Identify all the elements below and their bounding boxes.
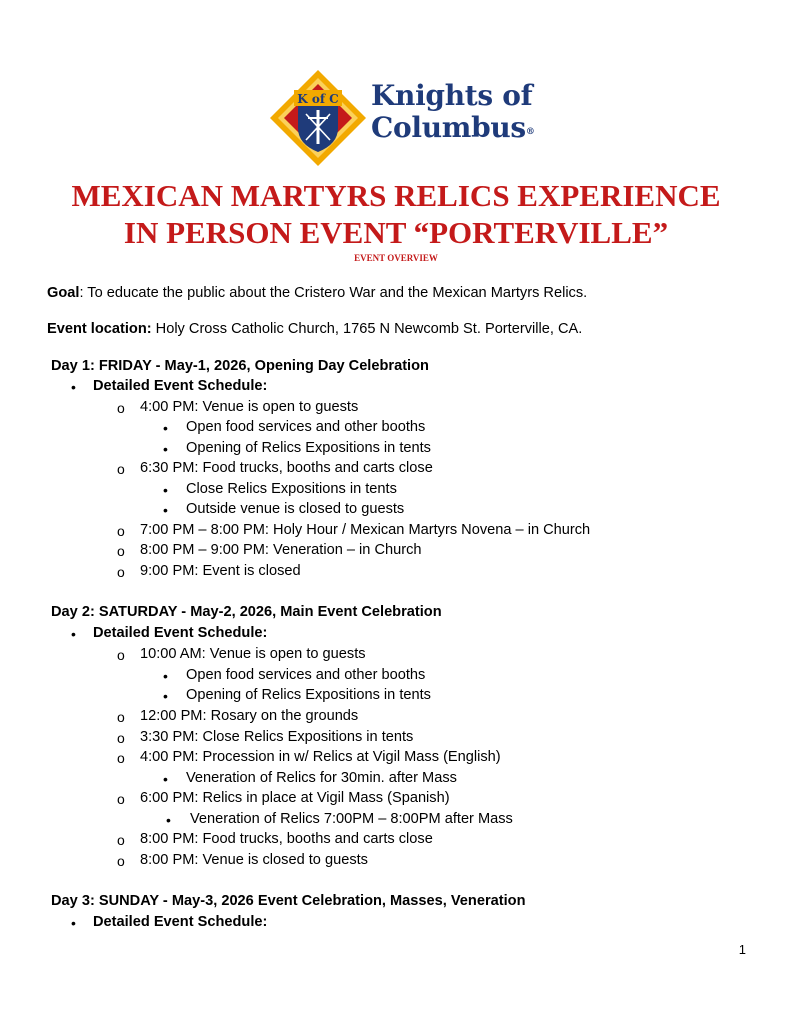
- day3-heading: Day 3: SUNDAY - May-3, 2026 Event Celebration, Masses, Veneration: [51, 893, 526, 909]
- circle-bullet-icon: o: [117, 730, 125, 746]
- kofc-emblem-icon: [268, 68, 368, 168]
- day2-item: 4:00 PM: Procession in w/ Relics at Vigil Mass (English): [140, 749, 501, 765]
- goal-text: : To educate the public about the Cristero War and the Mexican Martyrs Relics.: [79, 285, 588, 301]
- circle-bullet-icon: o: [117, 564, 125, 580]
- day2-item: Veneration of Relics for 30min. after Mass: [186, 770, 457, 786]
- bullet-icon: •: [71, 626, 76, 642]
- circle-bullet-icon: o: [117, 523, 125, 539]
- logo-line-1: Knights of: [371, 79, 533, 112]
- event-overview-label: EVENT OVERVIEW: [354, 253, 438, 263]
- registered-mark: ®: [525, 127, 535, 137]
- day2-item: Veneration of Relics 7:00PM – 8:00PM after Mass: [190, 811, 513, 827]
- circle-bullet-icon: o: [117, 853, 125, 869]
- day1-item: 8:00 PM – 9:00 PM: Veneration – in Church: [140, 542, 422, 558]
- bullet-icon: •: [163, 771, 168, 787]
- day2-item: 8:00 PM: Venue is closed to guests: [140, 852, 368, 868]
- day2-heading: Day 2: SATURDAY - May-2, 2026, Main Event Celebration: [51, 604, 442, 620]
- logo-line-2: Columbus: [371, 111, 526, 144]
- day1-item: 6:30 PM: Food trucks, booths and carts close: [140, 460, 433, 476]
- day2-item: 3:30 PM: Close Relics Expositions in tents: [140, 729, 414, 745]
- bullet-icon: •: [163, 502, 168, 518]
- day1-item: 7:00 PM – 8:00 PM: Holy Hour / Mexican Martyrs Novena – in Church: [140, 522, 591, 538]
- page-number: 1: [738, 942, 746, 957]
- day2-item: Open food services and other booths: [186, 667, 426, 683]
- day1-item: Open food services and other booths: [186, 419, 426, 435]
- location-line: [47, 320, 582, 338]
- day1-item: Outside venue is closed to guests: [186, 501, 405, 517]
- circle-bullet-icon: o: [117, 709, 125, 725]
- day1-heading: Day 1: FRIDAY - May-1, 2026, Opening Day Celebration: [51, 358, 429, 374]
- day2-item: 12:00 PM: Rosary on the grounds: [140, 708, 359, 724]
- bullet-icon: •: [163, 441, 168, 457]
- day1-item: Opening of Relics Expositions in tents: [186, 440, 431, 456]
- svg-text:K of C: K of C: [297, 92, 339, 106]
- circle-bullet-icon: o: [117, 832, 125, 848]
- day2-item: 6:00 PM: Relics in place at Vigil Mass (Spanish): [140, 790, 450, 806]
- title-line-1: MEXICAN MARTYRS RELICS EXPERIENCE: [71, 178, 721, 213]
- day3-schedule-label: Detailed Event Schedule:: [93, 914, 268, 930]
- day1-item: 4:00 PM: Venue is open to guests: [140, 399, 359, 415]
- logo-wordmark: [371, 80, 535, 144]
- bullet-icon: •: [163, 668, 168, 684]
- goal-line: [47, 284, 587, 302]
- bullet-icon: •: [71, 915, 76, 931]
- day1-item: 9:00 PM: Event is closed: [140, 563, 301, 579]
- day2-item: 8:00 PM: Food trucks, booths and carts close: [140, 831, 433, 847]
- bullet-icon: •: [71, 379, 76, 395]
- circle-bullet-icon: o: [117, 647, 125, 663]
- bullet-icon: •: [166, 812, 171, 828]
- goal-label: Goal: [47, 285, 80, 301]
- circle-bullet-icon: o: [117, 400, 125, 416]
- day1-item: Close Relics Expositions in tents: [186, 481, 397, 497]
- location-label: Event location:: [47, 321, 152, 337]
- circle-bullet-icon: o: [117, 543, 125, 559]
- circle-bullet-icon: o: [117, 461, 125, 477]
- day1-schedule-label: Detailed Event Schedule:: [93, 378, 268, 394]
- day2-schedule-label: Detailed Event Schedule:: [93, 625, 268, 641]
- location-text: Holy Cross Catholic Church, 1765 N Newcomb St. Porterville, CA.: [151, 321, 583, 337]
- bullet-icon: •: [163, 420, 168, 436]
- bullet-icon: •: [163, 482, 168, 498]
- circle-bullet-icon: o: [117, 750, 125, 766]
- knights-of-columbus-logo: [268, 68, 538, 168]
- bullet-icon: •: [163, 688, 168, 704]
- circle-bullet-icon: o: [117, 791, 125, 807]
- day2-item: Opening of Relics Expositions in tents: [186, 687, 431, 703]
- title-line-2: IN PERSON EVENT “PORTERVILLE”: [123, 215, 669, 250]
- day2-item: 10:00 AM: Venue is open to guests: [140, 646, 366, 662]
